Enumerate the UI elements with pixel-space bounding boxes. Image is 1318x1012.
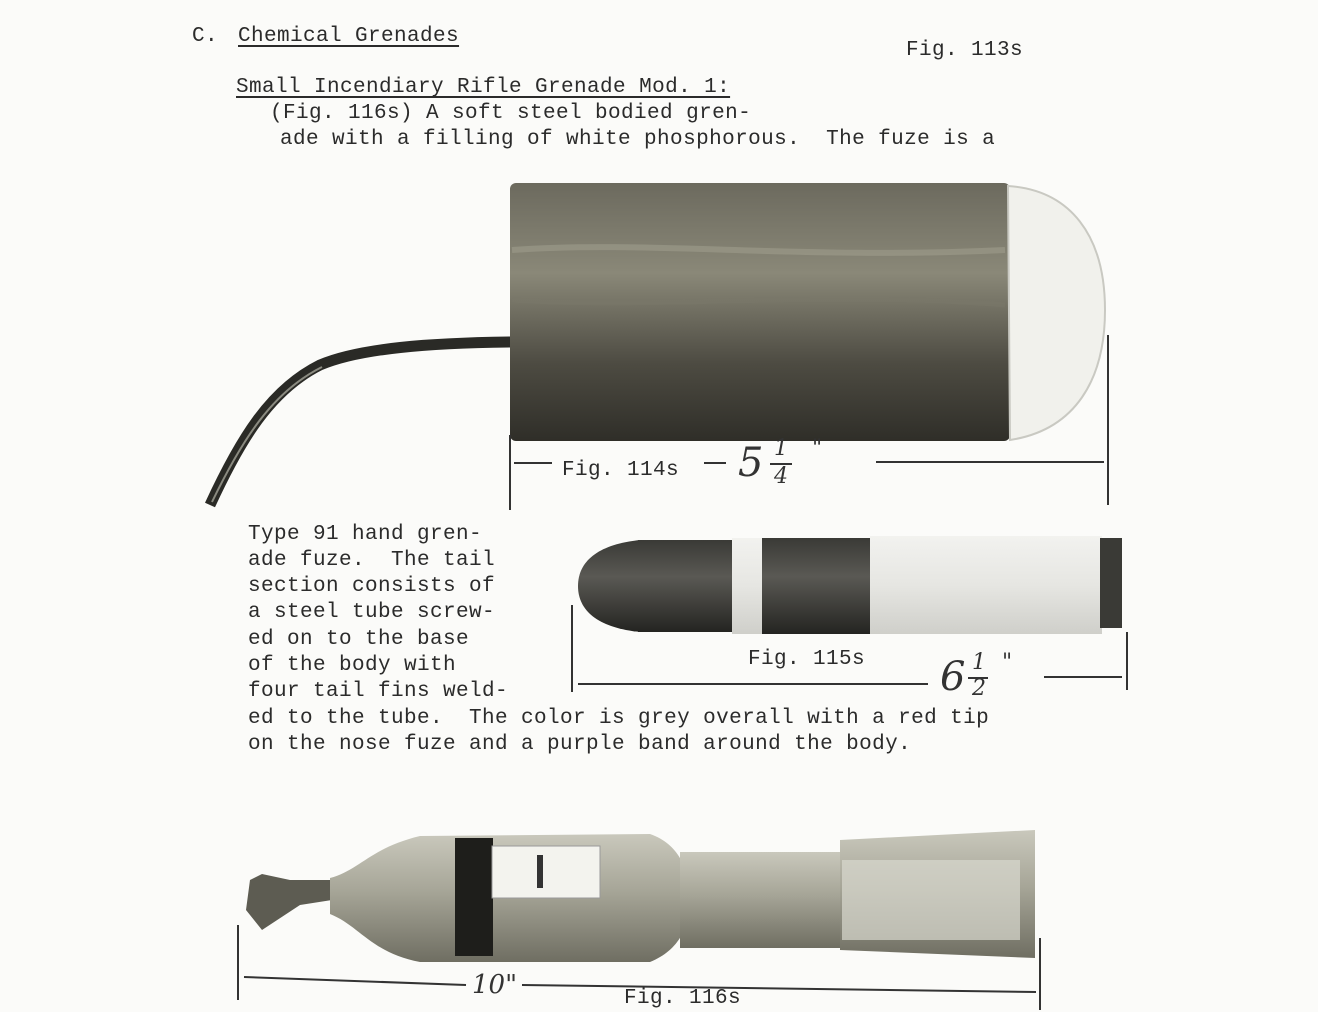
fig-114-dimension-inch: " bbox=[812, 436, 823, 461]
section-heading: Chemical Grenades bbox=[238, 25, 460, 48]
fig-115-dimension-inch: " bbox=[1002, 650, 1013, 675]
fig-116-caption: Fig. 116s bbox=[624, 987, 742, 1010]
fig-115-dimension-whole: 6 bbox=[940, 654, 966, 700]
para1-line2: ade with a filling of white phosphorous. The fuze is a bbox=[280, 128, 996, 151]
subheading: Small Incendiary Rifle Grenade Mod. 1: bbox=[236, 76, 731, 99]
section-prefix: C. bbox=[192, 25, 232, 48]
para2-line1: Type 91 hand gren- bbox=[248, 523, 483, 546]
fig-114-dimension-den: 4 bbox=[774, 464, 788, 489]
fig-115-image bbox=[578, 536, 1122, 634]
fig-114-caption: Fig. 114s bbox=[562, 459, 680, 482]
para2-line4: a steel tube screw- bbox=[248, 601, 496, 624]
para2-line8: ed to the tube. The color is grey overall with a red tip bbox=[248, 707, 990, 730]
para2-line2: ade fuze. The tail bbox=[248, 549, 496, 572]
fig-116-image bbox=[246, 830, 1035, 962]
fig-114-dimension-whole: 5 bbox=[738, 440, 764, 486]
fig-114-dimension-num: 1 bbox=[774, 436, 788, 461]
fig-115-dimension-den: 2 bbox=[972, 676, 986, 701]
fig-115-caption: Fig. 115s bbox=[748, 648, 866, 671]
para2-line3: section consists of bbox=[248, 575, 496, 598]
para2-line5: ed on to the base bbox=[248, 628, 470, 651]
para2-line6: of the body with bbox=[248, 654, 457, 677]
fig-115-dimension-num: 1 bbox=[972, 650, 986, 675]
fig-114-image bbox=[210, 183, 1105, 505]
para1-line1: (Fig. 116s) A soft steel bodied gren- bbox=[270, 102, 752, 125]
fig-116-dimension: 10" bbox=[472, 970, 518, 1000]
para2-line7: four tail fins weld- bbox=[248, 680, 509, 703]
fig-113-caption: Fig. 113s bbox=[906, 39, 1024, 62]
para2-line9: on the nose fuze and a purple band around the body. bbox=[248, 733, 912, 756]
